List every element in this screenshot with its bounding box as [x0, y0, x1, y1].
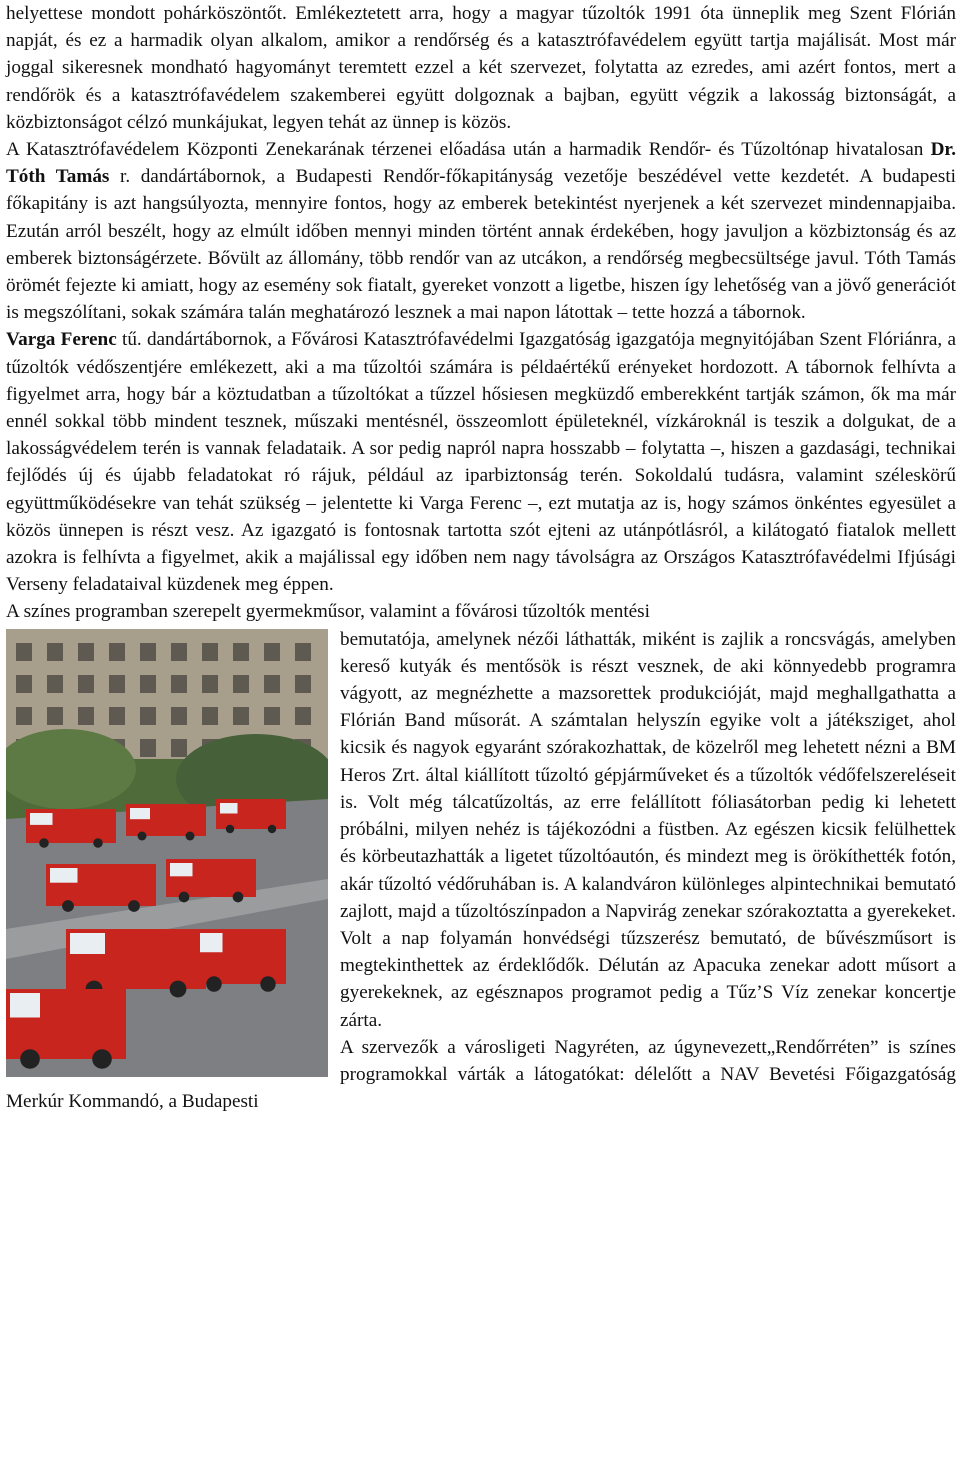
paragraph-text: tű. dandártábornok, a Fővárosi Katasztrófavédelmi Igazgatóság igazgatója megnyitójában Szent Flóriánra, a tűzoltók védőszentjére emlékezett, aki a ma tűzoltói számára is példaértékű erényeket hordozott. A tábornok felhívta a figyelmet arra, hogy bár a köztudatban a tűzoltókat a tűzzel hősiesen megküzdő emberekként tartják számon, ők ma már ennél sokkal több mindent tesznek, műszaki mentésnél, összeomlott épületeknél, vízkároknál is teszik a dolgukat, de a lakosságvédelem terén is vannak feladataik. A sor pedig napról napra hosszabb – folytatta –, hiszen a gazdasági, technikai fejlődés új és újabb feladatokat ró rájuk, például az iparbiztonság terén. Sokoldalú tudásra, valamint széleskörű együttműködésekre van tehát szükség – jelentette ki Varga Ferenc –, ezt mutatja az is, hogy számos önkéntes egyesület a közös ünnepen is részt vesz. Az igazgató is fontosnak tartotta szót ejteni az utánpótlásról, a kilátogató fiatalok mellett azokra is felhívta a figyelmet, akik a majálissal egy időben nem nagy távolságra az Országos Katasztrófavédelmi Ifjúsági Verseny feladataival küzdenek meg éppen.	[6, 329, 956, 596]
paragraph-text: r. dandártábornok, a Budapesti Rendőr-főkapitányság vezetője beszédével vette kezdetét. A budapesti főkapitány is azt hangsúlyozta, mennyire fontos, hogy az emberek betekintést nyerjenek a két szervezet mindennapjaiba. Ezután arról beszélt, hogy az elmúlt időben mennyi minden történt annak érdekében, hogy javuljon a közbiztonság és az emberek biztonságérzete. Bővült az állomány, több rendőr van az utcákon, a rendőrség megbecsültsége javul. Tóth Tamás örömét fejezte ki amiatt, hogy az esemény sok fiatalt, gyereket vonzott a ligetbe, hiszen így lehetőség van a jövő generációt is megszólítani, sokak számára talán meghatározó lesznek a mai napon látottak – tette hozzá a tábornok.	[6, 166, 957, 324]
paragraph-text: helyettese mondott pohárköszöntőt. Emlékeztetett arra, hogy a magyar tűzoltók 1991 óta ünneplik meg Szent Flórián napját, és ez a harmadik olyan alkalom, amikor a rendőrség és a katasztrófavédelem együtt tartja majálisát. Most már joggal sikeresnek mondható hagyományt teremtett ezzel a két szervezet, folytatta az ezredes, ami azért fontos, mert a rendőrök és a katasztrófavédelem szakemberei együtt dolgoznak a bajban, együtt végzik a lakosság biztonságát, a közbiztonságot célzó munkájukat, legyen tehát az ünnep is közös.	[6, 3, 956, 133]
fire-trucks-photo	[6, 629, 328, 1077]
article-paragraph	[6, 326, 956, 598]
paragraph-text: bemutatója, amelynek nézői láthatták, miként is zajlik a roncsvágás, amelyben kereső kutyák és mentősök is részt vesznek, de aki könnyedebb programra vágyott, az megnézhette a mazsorettek produkcióját, majd meghallgathatta a Flórián Band műsorát. A számtalan helyszín egyike volt a játéksziget, ahol kicsik és nagyok egyaránt szórakozhattak, de közelről meg lehetett nézni a BM Heros Zrt. által kiállított tűzoltó gépjárműveket és a tűzoltók védőfelszereléseit is. Volt még tálcatűzoltás, az erre felállított fóliasátorban pedig ki lehetett próbálni, milyen nehéz is tájékozódni a füstben. Az egészen kicsik felülhettek és körbeutazhatták a ligetet tűzoltóautón, és mindezt meg is örökíthették fotón, akár tűzoltó védőruhában is. A kalandváron különleges alpintechnikai bemutató zajlott, majd a tűzoltószínpadon a Napvirág zenekar szórakoztatta a gyerekeket. Volt a nap folyamán honvédségi tűzszerész bemutató, de bűvészműsort is megtekinthettek az érdeklődők. Délután az Apacuka zenekar adott műsort a gyerekeknek, az egésznapos programot pedig a Tűz’S Víz zenekar koncertje zárta.	[340, 628, 956, 1031]
paragraph-text: A szervezők a városligeti Nagyréten, az úgynevezett„Rendőrréten” is színes programokkal várták a látogatókat: délelőtt a NAV Bevetési Főigazgatóság Merkúr Kommandó, a Budapesti	[6, 1036, 956, 1113]
article-page	[6, 0, 956, 1115]
article-paragraph	[6, 598, 956, 1033]
paragraph-text: A Katasztrófavédelem Központi Zenekarának térzenei előadása után a harmadik Rendőr- és Tűzoltónap hivatalosan	[6, 139, 931, 161]
paragraph-text: A színes programban szerepelt gyermekműsor, valamint a fővárosi tűzoltók mentési	[6, 601, 650, 623]
article-paragraph	[6, 136, 956, 326]
person-name: Dr. Tóth Tamás	[6, 139, 956, 188]
person-name: Varga Ferenc	[6, 329, 117, 351]
article-paragraph	[6, 0, 956, 136]
